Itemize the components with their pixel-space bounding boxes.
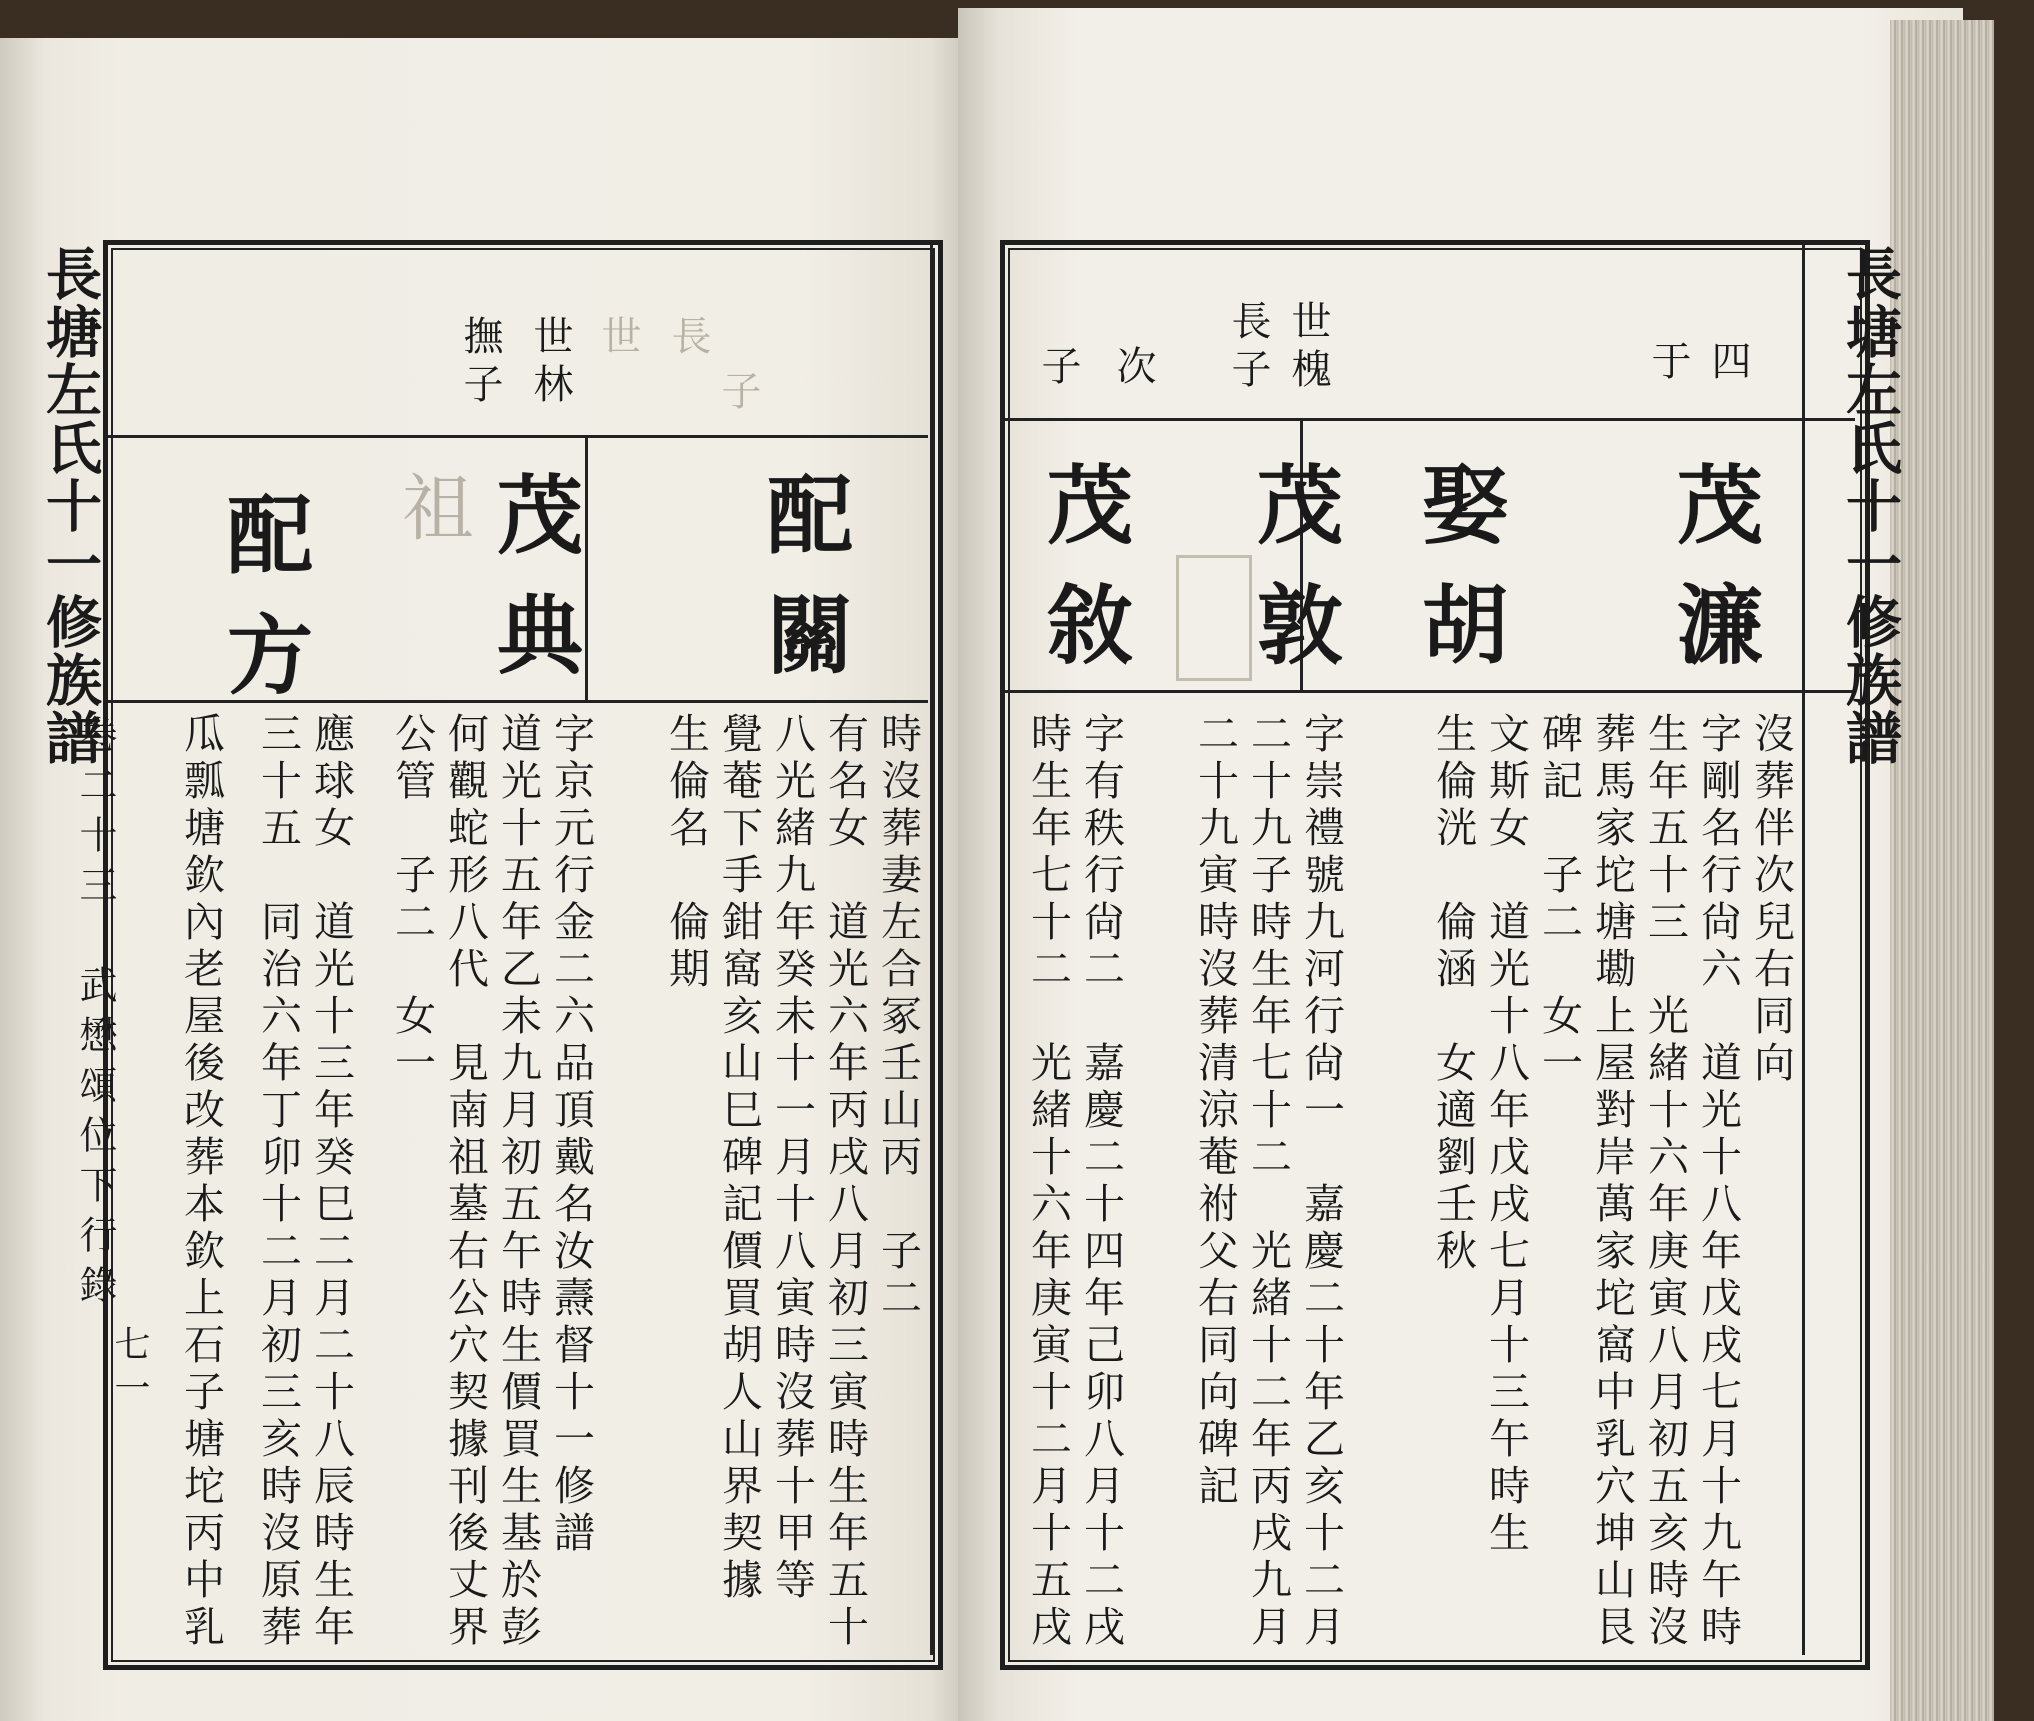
left-name-3-lower: 方 <box>212 610 313 730</box>
left-entry-8: 何觀蛇形八代 見南祖墓右公穴契據刊後丈界 <box>441 712 489 1652</box>
volume-info: 卷二十三 武懋頌位下行錄 <box>73 715 117 1315</box>
left-entry-6: 字京元行金二六品頂戴名汝燾督十一修譜 <box>547 712 595 1558</box>
right-top-col-6: 子 <box>1035 345 1081 393</box>
left-name-2-lower: 典 <box>482 590 583 710</box>
left-name-1-upper: 配 <box>752 470 853 590</box>
right-entry-1: 沒葬伴次兒右同向 <box>1747 712 1795 1088</box>
right-entry-2: 字剛名行尙六 道光十八年戊戌七月十九午時 <box>1694 712 1742 1652</box>
left-entry-5: 生倫名 倫期 <box>662 712 710 994</box>
left-top-col-1: 世林 <box>527 315 573 411</box>
left-entry-10: 應球女 道光十三年癸巳二月二十八辰時生年 <box>307 712 355 1652</box>
right-name-2-lower: 胡 <box>1407 580 1508 700</box>
right-entry-5: 碑記 子二 女一 <box>1535 712 1583 1088</box>
right-name-1-lower: 濂 <box>1662 580 1763 700</box>
left-name-2-upper: 茂 <box>482 470 583 590</box>
right-top-col-1: 四 <box>1705 340 1751 388</box>
right-name-3-lower: 敦 <box>1242 580 1343 700</box>
faded-seal-stamp <box>1176 555 1252 681</box>
page-number: 七一 <box>109 1325 150 1413</box>
right-name-4-lower: 敘 <box>1032 580 1133 700</box>
left-entry-12: 瓜瓢塘欽內老屋後改葬本欽上石子塘坨丙中乳 <box>177 712 225 1652</box>
right-name-4-upper: 茂 <box>1032 460 1133 580</box>
right-name-3-upper: 茂 <box>1242 460 1343 580</box>
right-top-col-2: 于 <box>1645 340 1691 388</box>
left-entry-11: 三十五 同治六年丁卯十二月初三亥時沒原葬 <box>254 712 302 1652</box>
left-book-title: 長塘左氏十一修族譜 <box>37 245 103 767</box>
left-entry-9: 公管 子二 女一 <box>388 712 436 1088</box>
left-entry-3: 八光緒九年癸未十一月十八寅時沒葬十甲等 <box>768 712 816 1605</box>
right-entry-11: 字有秩行尙二 嘉慶二十四年己卯八月十二戌 <box>1077 712 1125 1652</box>
right-top-col-5: 次 <box>1110 345 1156 393</box>
left-name-3-upper: 配 <box>212 490 313 610</box>
right-top-col-4: 長子 <box>1225 300 1271 396</box>
right-entry-4: 葬馬家坨塘墈上屋對岸萬家坨窩中乳穴坤山艮 <box>1588 712 1636 1652</box>
right-entry-9: 二十九子時生年七十二 光緒十二年丙戌九月 <box>1244 712 1292 1652</box>
left-entry-7: 道光十五年乙未九月初五午時生價買生基於彭 <box>494 712 542 1652</box>
left-entry-1: 時沒葬妻左合冢壬山丙 子二 <box>874 712 922 1323</box>
right-top-col-3: 世槐 <box>1285 300 1331 396</box>
right-entry-6: 文斯女 道光十八年戊戌七月十三午時生 <box>1482 712 1530 1558</box>
right-entry-10: 二十九寅時沒葬清涼菴祔父右同向碑記 <box>1191 712 1239 1511</box>
right-name-2-upper: 娶 <box>1407 460 1508 580</box>
left-top-col-2: 撫子 <box>457 315 503 411</box>
right-name-1-upper: 茂 <box>1662 460 1763 580</box>
right-entry-12: 時生年七十二 光緒十六年庚寅十二月十五戌 <box>1024 712 1072 1652</box>
right-entry-8: 字崇禮號九河行尙一 嘉慶二十年乙亥十二月 <box>1297 712 1345 1652</box>
left-entry-2: 有名女 道光六年丙戌八月初三寅時生年五十 <box>821 712 869 1652</box>
left-entry-4: 覺菴下手鉗窩亥山巳碑記價買胡人山界契據 <box>715 712 763 1605</box>
right-entry-3: 生年五十三 光緒十六年庚寅八月初五亥時沒 <box>1641 712 1689 1652</box>
left-name-1-lower: 關 <box>752 590 853 710</box>
right-book-title: 長塘左氏十一修族譜 <box>1837 245 1903 767</box>
right-entry-7: 生倫洸 倫涵 女適劉壬秋 <box>1429 712 1477 1276</box>
